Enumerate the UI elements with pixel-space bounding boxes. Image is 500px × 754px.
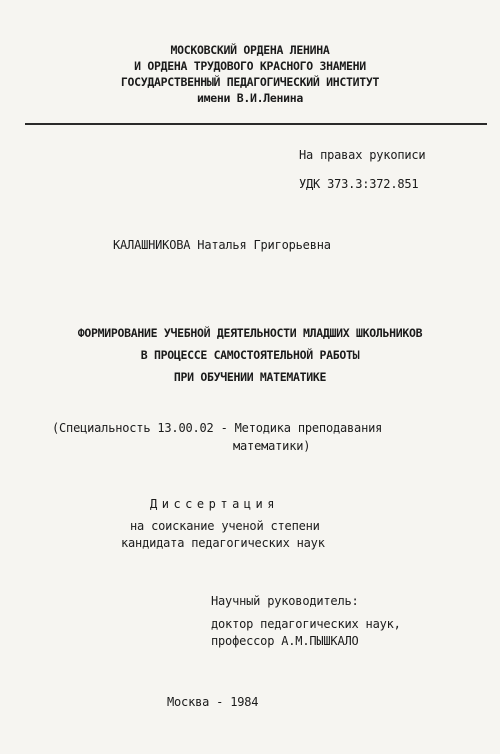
title-line-2: В ПРОЦЕССЕ САМОСТОЯТЕЛЬНОЙ РАБОТЫ bbox=[140, 348, 360, 362]
place-and-year: Москва - 1984 bbox=[167, 695, 259, 709]
udk-code: УДК 373.3:372.851 bbox=[299, 177, 419, 191]
supervisor-degree: доктор педагогических наук, bbox=[211, 617, 401, 631]
manuscript-rights: На правах рукописи bbox=[299, 148, 426, 162]
supervisor-label: Научный руководитель: bbox=[211, 594, 359, 608]
dissertation-title bbox=[0, 322, 500, 388]
supervisor-name: профессор А.М.ПЫШКАЛО bbox=[211, 634, 359, 648]
dissertation-heading: Диссертация bbox=[150, 497, 279, 511]
specialty-line-2: математики) bbox=[233, 439, 311, 453]
institution-line-4: имени В.И.Ленина bbox=[197, 91, 303, 105]
specialty-line-1: (Специальность 13.00.02 - Методика преподавания bbox=[52, 421, 383, 435]
degree-line-1: на соискание ученой степени bbox=[130, 519, 320, 533]
institution-line-3: ГОСУДАРСТВЕННЫЙ ПЕДАГОГИЧЕСКИЙ ИНСТИТУТ bbox=[120, 75, 380, 89]
header-divider bbox=[25, 123, 487, 125]
institution-line-2: И ОРДЕНА ТРУДОВОГО КРАСНОГО ЗНАМЕНИ bbox=[134, 59, 366, 73]
author-name: КАЛАШНИКОВА Наталья Григорьевна bbox=[113, 238, 331, 252]
title-line-1: ФОРМИРОВАНИЕ УЧЕБНОЙ ДЕЯТЕЛЬНОСТИ МЛАДШИХ ШКОЛЬНИКОВ bbox=[77, 326, 423, 340]
degree-line-2: кандидата педагогических наук bbox=[121, 536, 325, 550]
title-line-3: ПРИ ОБУЧЕНИИ МАТЕМАТИКЕ bbox=[173, 370, 327, 384]
institution-line-1: МОСКОВСКИЙ ОРДЕНА ЛЕНИНА bbox=[170, 43, 330, 57]
institution-header bbox=[0, 42, 500, 106]
